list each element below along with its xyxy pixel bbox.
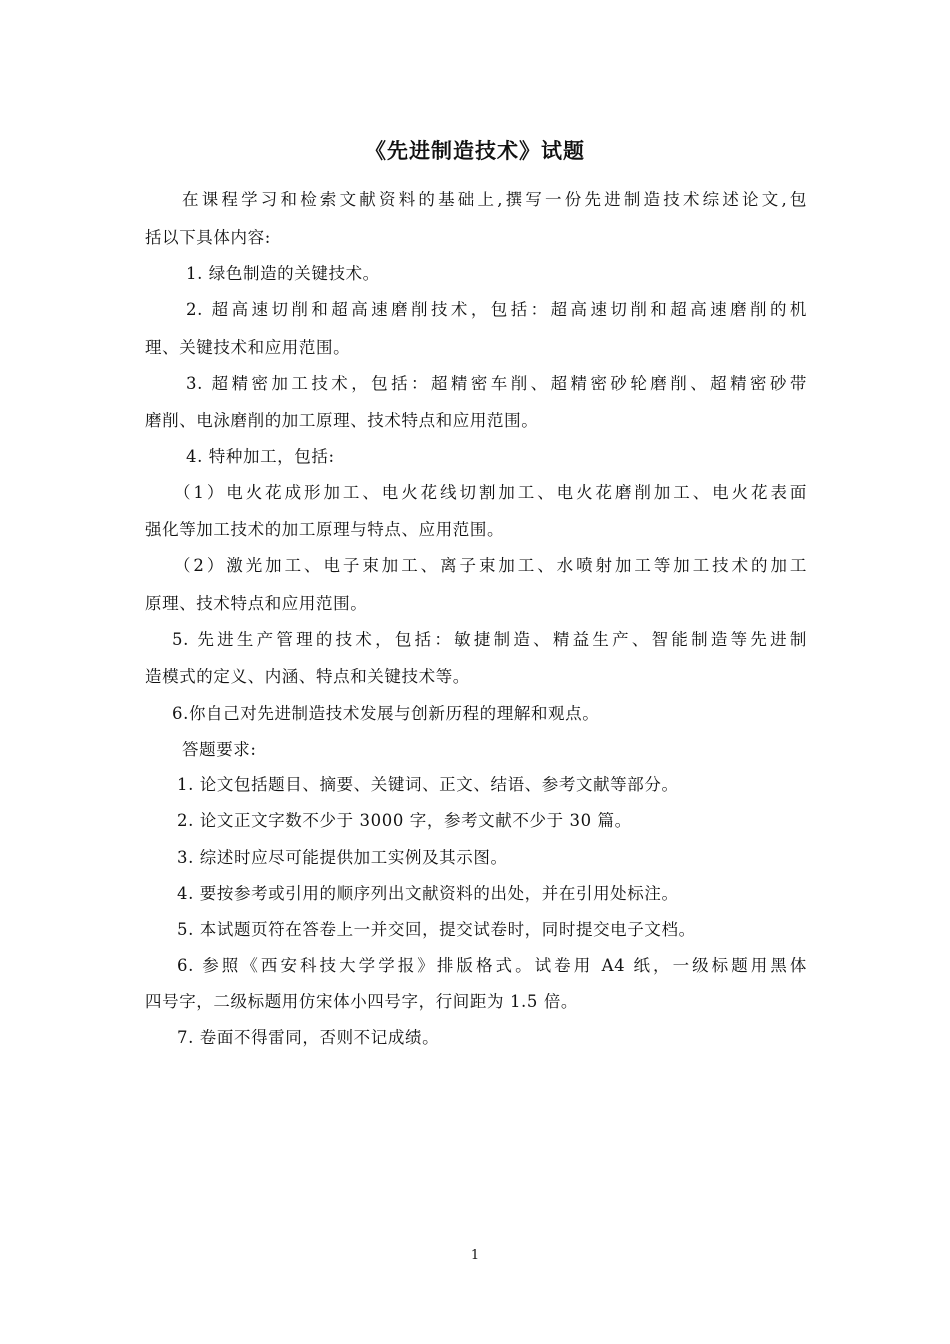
item-3-line-2: 磨削、电泳磨削的加工原理、技术特点和应用范围。 xyxy=(145,411,539,430)
document-title: 《先进制造技术》试题 xyxy=(365,138,585,163)
requirements-title: 答题要求: xyxy=(182,740,257,759)
requirement-6-line-2: 四号字，二级标题用仿宋体小四号字，行间距为 1.5 倍。 xyxy=(145,992,579,1011)
item-4-2-line-1: （2）激光加工、电子束加工、离子束加工、水喷射加工等加工技术的加工 xyxy=(174,556,807,575)
item-1: 1. 绿色制造的关键技术。 xyxy=(186,264,380,283)
item-5-line-2: 造模式的定义、内涵、特点和关键技术等。 xyxy=(145,667,470,686)
item-4-1-line-1: （1）电火花成形加工、电火花线切割加工、电火花磨削加工、电火花表面 xyxy=(174,483,807,502)
requirement-1: 1. 论文包括题目、摘要、关键词、正文、结语、参考文献等部分。 xyxy=(177,775,679,794)
item-2-line-1: 2. 超高速切削和超高速磨削技术，包括：超高速切削和超高速磨削的机 xyxy=(186,300,807,319)
intro-line-1: 在课程学习和检索文献资料的基础上,撰写一份先进制造技术综述论文,包 xyxy=(182,190,807,209)
requirement-5: 5. 本试题页符在答卷上一并交回，提交试卷时，同时提交电子文档。 xyxy=(177,920,696,939)
item-4-2-line-2: 原理、技术特点和应用范围。 xyxy=(145,594,368,613)
item-6: 6.你自己对先进制造技术发展与创新历程的理解和观点。 xyxy=(172,704,600,723)
requirement-4: 4. 要按参考或引用的顺序列出文献资料的出处，并在引用处标注。 xyxy=(177,884,679,903)
item-5-line-1: 5. 先进生产管理的技术，包括：敏捷制造、精益生产、智能制造等先进制 xyxy=(172,630,807,649)
intro-line-2: 括以下具体内容: xyxy=(145,228,271,247)
requirement-3: 3. 综述时应尽可能提供加工实例及其示图。 xyxy=(177,848,508,867)
item-3-line-1: 3. 超精密加工技术，包括：超精密车削、超精密砂轮磨削、超精密砂带 xyxy=(186,374,807,393)
item-4-1-line-2: 强化等加工技术的加工原理与特点、应用范围。 xyxy=(145,520,505,539)
item-4: 4. 特种加工，包括: xyxy=(186,447,335,466)
requirement-6-line-1: 6. 参照《西安科技大学学报》排版格式。试卷用 A4 纸，一级标题用黑体 xyxy=(177,956,807,975)
item-2-line-2: 理、关键技术和应用范围。 xyxy=(145,338,351,357)
page-number: 1 xyxy=(470,1248,480,1263)
requirement-7: 7. 卷面不得雷同，否则不记成绩。 xyxy=(177,1028,440,1047)
requirement-2: 2. 论文正文字数不少于 3000 字，参考文献不少于 30 篇。 xyxy=(177,811,632,830)
